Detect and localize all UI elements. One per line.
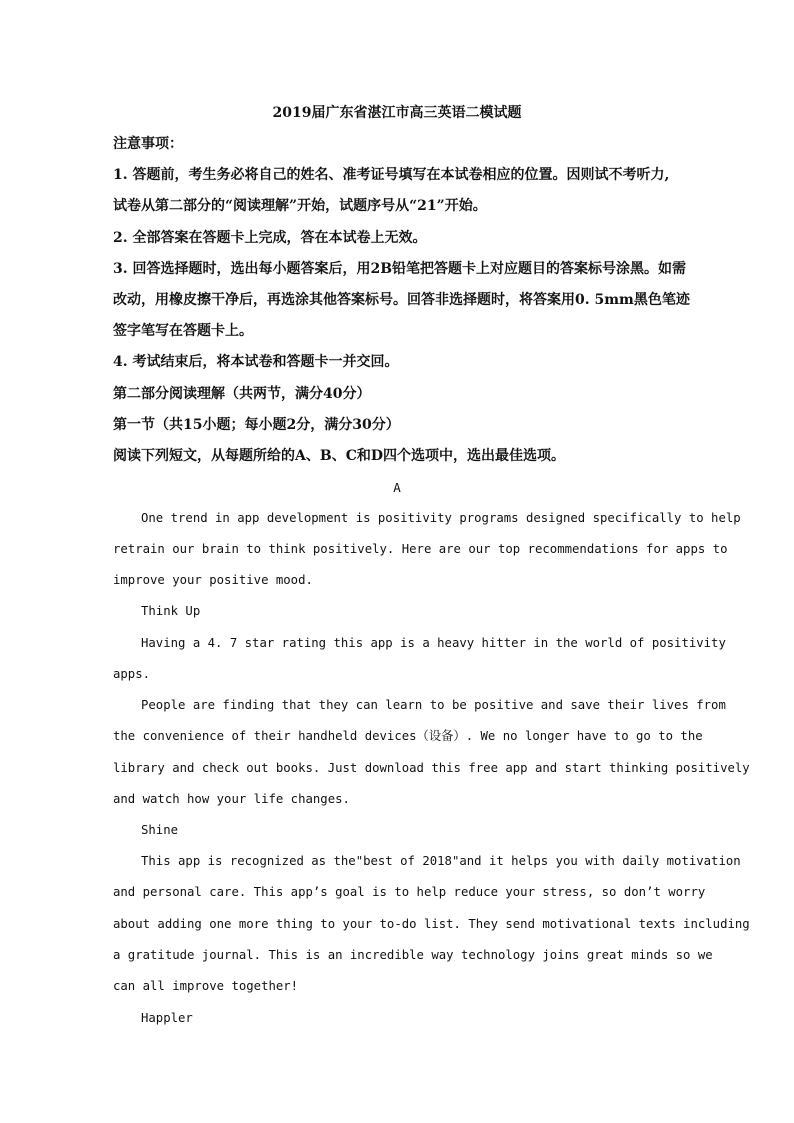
instruction-text: 阅读下列短文，从每题所给的A、B、C和D四个选项中，选出最佳选项。 — [113, 448, 565, 464]
app-name: Think Up — [141, 604, 201, 618]
notes-line: 4. 考试结束后，将本试卷和答题卡一并交回。 — [113, 354, 399, 370]
notes-line: 试卷从第二部分的“阅读理解”开始，试题序号从“21”开始。 — [113, 198, 487, 214]
passage-line: This app is recognized as the"best of 2018"and it helps you with daily motivation — [141, 854, 741, 868]
notes-line: 2. 全部答案在答题卡上完成，答在本试卷上无效。 — [113, 230, 427, 246]
passage-line: can all improve together! — [113, 979, 299, 993]
notes-line: 签字笔写在答题卡上。 — [113, 323, 253, 339]
app-name: Happler — [141, 1011, 193, 1025]
notes-heading: 注意事项： — [113, 136, 183, 152]
passage-line: apps. — [113, 667, 151, 681]
passage-line: the convenience of their handheld devices（设备）. We no longer have to go to the — [113, 729, 703, 743]
passage-line: One trend in app development is positivity programs designed specifically to help — [141, 511, 741, 525]
page-title: 2019届广东省湛江市高三英语二模试题 — [272, 105, 522, 121]
passage-line: and watch how your life changes. — [113, 792, 350, 806]
notes-line: 3. 回答选择题时，选出每小题答案后，用2B铅笔把答题卡上对应题目的答案标号涂黑。如需 — [113, 261, 687, 277]
section-heading: 第一节（共15小题；每小题2分，满分30分） — [113, 417, 400, 433]
passage-line: retrain our brain to think positively. Here are our top recommendations for apps to — [113, 542, 728, 556]
passage-line: about adding one more thing to your to-do list. They send motivational texts including — [113, 917, 750, 931]
passage-line: People are finding that they can learn to be positive and save their lives from — [141, 698, 726, 712]
notes-line: 改动，用橡皮擦干净后，再选涂其他答案标号。回答非选择题时，将答案用0. 5mm黑色笔迹 — [113, 292, 690, 308]
notes-line: 1. 答题前，考生务必将自己的姓名、准考证号填写在本试卷相应的位置。因则试不考听力, — [113, 167, 670, 183]
app-name: Shine — [141, 823, 179, 837]
passage-letter: A — [393, 480, 401, 495]
part-heading: 第二部分阅读理解（共两节，满分40分） — [113, 386, 371, 402]
passage-line: Having a 4. 7 star rating this app is a heavy hitter in the world of positivity — [141, 636, 726, 650]
passage-line: a gratitude journal. This is an incredible way technology joins great minds so we — [113, 948, 713, 962]
passage-line: library and check out books. Just download this free app and start thinking positively — [113, 761, 750, 775]
passage-line: and personal care. This app’s goal is to help reduce your stress, so don’t worry — [113, 885, 706, 899]
passage-line: improve your positive mood. — [113, 573, 313, 587]
